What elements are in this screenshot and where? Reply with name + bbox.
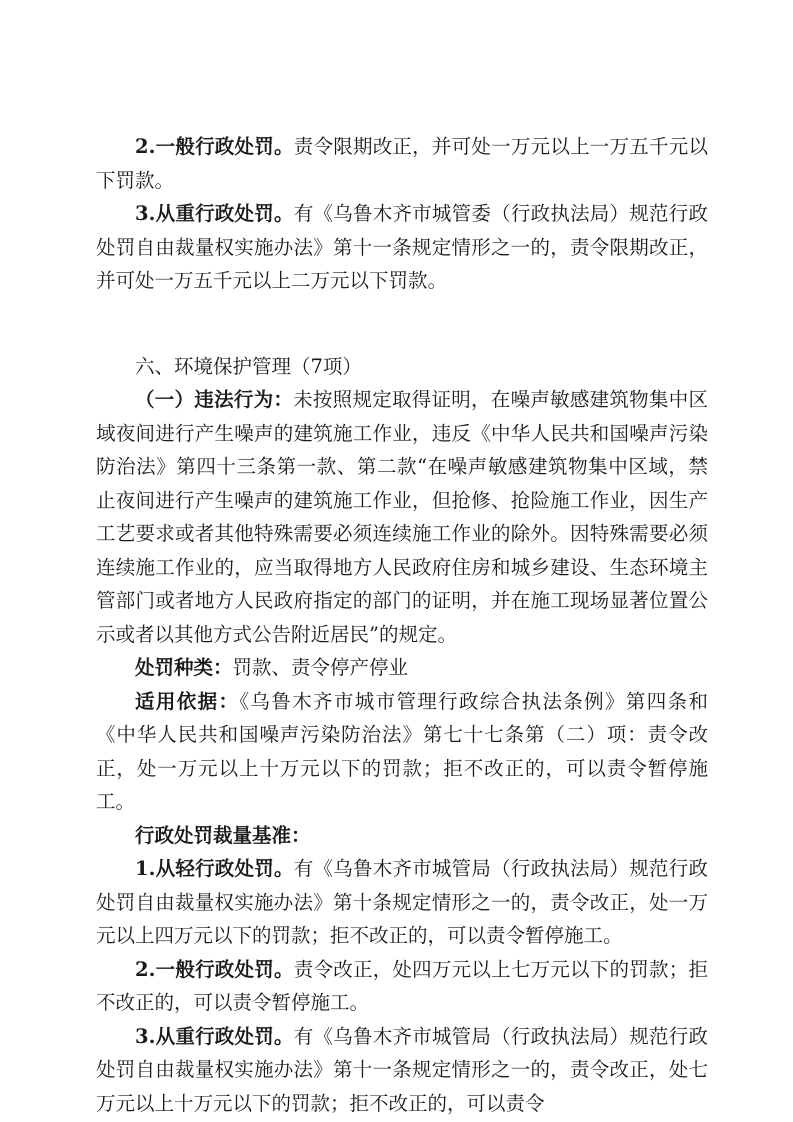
paragraph-text: 有《乌鲁木齐市城管委（行政执法局）规范行政处罚自由裁量权实施办法》第十一条规定情形之一的，责令限期改正，并可处一万五千元以上二万元以下罚款。	[96, 202, 708, 292]
paragraph-lead: 1.从轻行政处罚。	[135, 857, 294, 880]
paragraph-lead: 3.从重行政处罚。	[135, 202, 294, 225]
paragraph-text: 《乌鲁木齐市城市管理行政综合执法条例》第四条和《中华人民共和国噪声污染防治法》第七十七条第（二）项：责令改正，处一万元以上十万元以下的罚款；拒不改正的，可以责令暂停施工。	[96, 689, 708, 813]
paragraph-lead: 3.从重行政处罚。	[135, 1024, 294, 1048]
paragraph-text: 责令限期改正，并可处一万元以上一万五千元以下罚款。	[96, 135, 708, 192]
paragraph-general-penalty-2	[96, 953, 708, 1020]
spacer	[96, 298, 708, 350]
paragraph-lead: 适用依据：	[135, 689, 240, 713]
paragraph-lead: （一）违法行为：	[135, 388, 294, 411]
paragraph-general-penalty-1	[96, 130, 708, 197]
paragraph-text: 罚款、责令停产停业	[232, 656, 409, 679]
section-heading: 六、环境保护管理（7项）	[135, 354, 362, 378]
paragraph-lead: 处罚种类：	[135, 656, 233, 679]
paragraph-text: 责令改正，处四万元以上七万元以下的罚款；拒不改正的，可以责令暂停施工。	[96, 957, 708, 1014]
paragraph-text: 有《乌鲁木齐市城管局（行政执法局）规范行政处罚自由裁量权实施办法》第十一条规定情形之一的，责令改正，处七万元以上十万元以下的罚款；拒不改正的，可以责令	[96, 1024, 708, 1115]
paragraph-heavy-penalty-1	[96, 197, 708, 298]
paragraph-legal-basis	[96, 685, 708, 819]
document-page	[96, 130, 708, 1120]
paragraph-lead: 2.一般行政处罚。	[135, 135, 294, 158]
paragraph-violation	[96, 383, 708, 651]
paragraph-light-penalty	[96, 852, 708, 953]
paragraph-lead: 2.一般行政处罚。	[135, 957, 294, 981]
paragraph-text: 未按照规定取得证明，在噪声敏感建筑物集中区域夜间进行产生噪声的建筑施工作业，违反《中华人民共和国噪声污染防治法》第四十三条第一款、第二款“在噪声敏感建筑物集中区域，禁止夜间进行产生噪声的建筑施工作业，但抢修、抢险施工作业，因生产工艺要求或者其他特殊需要必须连续施工作业的除外。因特殊需要必须连续施工作业的，应当取得地方人民政府住房和城乡建设、生态环境主管部门或者地方人民政府指定的部门的证明，并在施工现场显著位置公示或者以其他方式公告附近居民”的规定。	[96, 388, 708, 646]
paragraph-text: 有《乌鲁木齐市城管局（行政执法局）规范行政处罚自由裁量权实施办法》第十条规定情形之一的，责令改正，处一万元以上四万元以下的罚款；拒不改正的，可以责令暂停施工。	[96, 857, 708, 947]
paragraph-heavy-penalty-2	[96, 1020, 708, 1121]
paragraph-penalty-type	[96, 651, 708, 685]
discretion-standard-heading: 行政处罚裁量基准：	[135, 823, 311, 847]
